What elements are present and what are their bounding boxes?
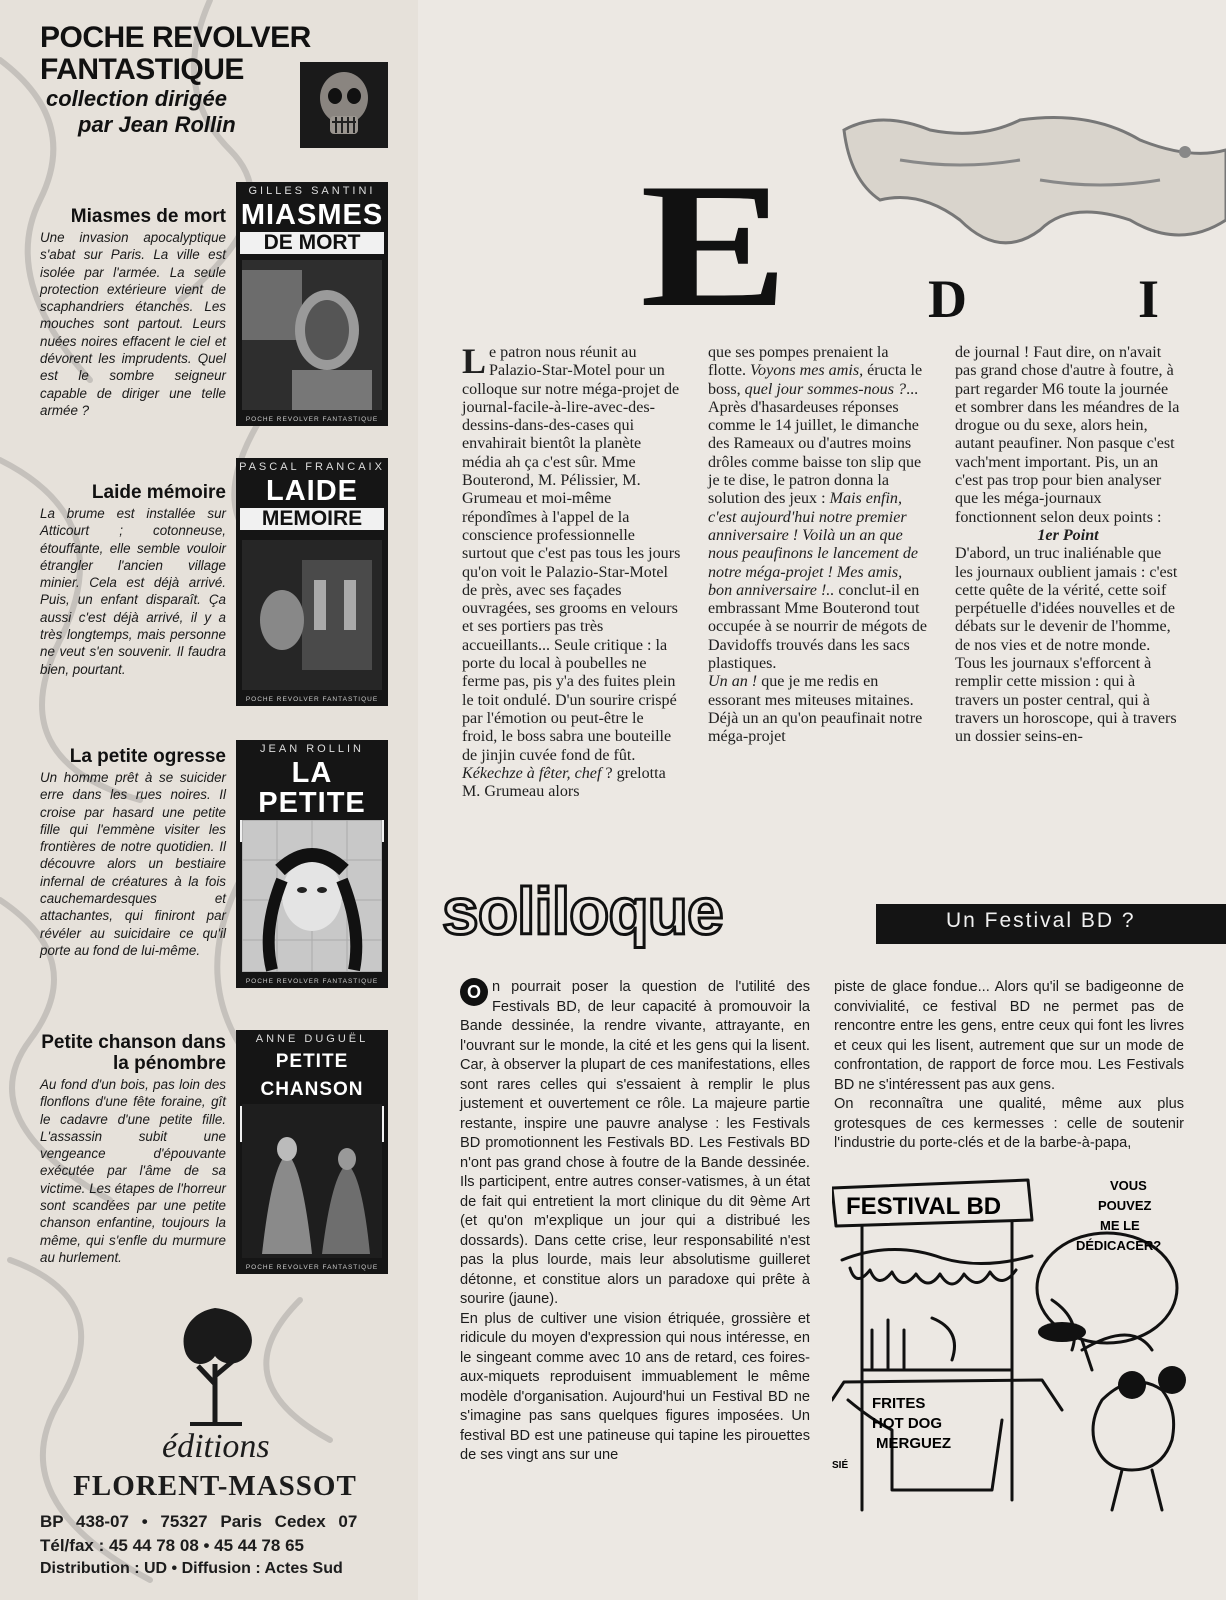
edito-col2-i1: Voyons mes amis, bbox=[750, 362, 864, 380]
soliloque-col2-p2: On reconnaîtra une qualité, même aux plus grotesques de ces kermesses : celle de soutenir l'industrie du porte-clés et de la barbe-à-papa, bbox=[834, 1096, 1184, 1151]
edito-col2-b: éructa le boss, bbox=[708, 362, 923, 398]
cartoon-menu-1: FRITES bbox=[872, 1395, 926, 1412]
book-4-cover-art bbox=[242, 1104, 382, 1258]
book-1 bbox=[40, 206, 226, 419]
book-4-title: Petite chanson dans la pénombre bbox=[41, 1032, 226, 1074]
soliloque-col1-p1: n pourrait poser la question de l'utilité des Festivals BD, de leur capacité à promouvoir la Bande dessinée, la rendre vivante, attrayante, en l'ouvrant sur le monde, la cité et les gens qui la lisent. Car, à observer la plupart de ces manifestations, elles sont rares celles qui s'essaient à remplir le plus justement et ouvertement ce rôle. La majeure partie restante, inspire une pauvre analyse : les Festivals BD promotionnent les Festivals BD. Les Festivals BD n'ont pas grand chose à foutre de la Bande dessinée. Ils participent, entre autres conser-vatismes, à un état de fait qui entretient la mort clinique du dit 9ème Art (et qu'on m'explique un jour qui a distribué les dossards). Dans cette crise, leur responsabilité n'est pas la plus lourde, mais leur absolutisme guilleret détonne, et constitue alors un paradoxe qui prête à sourire (jaune). bbox=[460, 979, 810, 1307]
edito-column-2 bbox=[708, 344, 928, 747]
book-3-blurb: Un homme prêt à se suicider erre dans les rues noires. Il croise par hasard une petite fille qui l'emmène visiter les frontières de notre quotidien. Il découvre alors un bestiaire infernal de créatures à la fois cauchemardesques et attachantes, qui finiront par révéler au suicidaire ce qu'il porte au fond de lui-même. bbox=[40, 770, 226, 958]
book-2-cover bbox=[236, 458, 388, 706]
cartoon-menu-3: MERGUEZ bbox=[876, 1435, 951, 1452]
book-2-cover-art bbox=[242, 540, 382, 690]
edito-logo-d: D bbox=[928, 269, 967, 329]
book-1-cover-title-2: DE MORT bbox=[240, 232, 384, 254]
edito-logo-i: I bbox=[1138, 269, 1160, 329]
cartoon-menu-2: HOT DOG bbox=[872, 1415, 942, 1432]
book-3-cover-title: LA PETITE bbox=[258, 757, 366, 819]
book-1-cover-art bbox=[242, 260, 382, 410]
edito-col2-e: que je me redis en essorant mes miteuses mitaines. Déjà un an qu'on peaufinait notre méga-projet bbox=[708, 673, 923, 746]
book-2-cover-series: POCHE REVOLVER FANTASTIQUE bbox=[245, 696, 379, 703]
edito-col2-a: que ses pompes prenaient la flotte. bbox=[708, 344, 889, 380]
book-2-cover-title: LAIDE bbox=[266, 475, 358, 507]
edito-col2-i2: quel jour sommes-nous ? bbox=[744, 380, 907, 398]
book-2-title: Laide mémoire bbox=[91, 482, 226, 503]
collection-title: POCHE REVOLVER bbox=[40, 21, 311, 54]
publisher-phone: Tél/fax : 45 44 78 08 • 45 44 78 65 bbox=[40, 1536, 304, 1555]
soliloque-subtitle: Un Festival BD ? bbox=[946, 909, 1136, 932]
book-4-cover bbox=[236, 1030, 388, 1274]
publisher-address: BP 438-07 • 75327 Paris Cedex 07 bbox=[40, 1512, 358, 1531]
edito-col2-i4: Un an ! bbox=[708, 673, 758, 691]
book-3-cover bbox=[236, 740, 388, 988]
soliloque-col2-p1: piste de glace fondue... Alors qu'il se badigeonne de convivialité, ce festival BD ne permet pas de rencontre entre les gens, entre ceux qui font les livres et ceux qui les lisent, autrement que sur un mode de confrontation, de rapport de force mou. Les Festivals BD ne s'intéressent pas aux gens. bbox=[834, 979, 1184, 1093]
collection-title-2: FANTASTIQUE bbox=[40, 53, 244, 86]
publisher-distribution: Distribution : UD • Diffusion : Actes Sud bbox=[40, 1560, 343, 1577]
book-4-cover-author: ANNE DUGUËL bbox=[255, 1033, 369, 1045]
publisher-prefix: éditions bbox=[162, 1428, 270, 1465]
soliloque-column-1 bbox=[460, 978, 810, 1466]
edito-drop-cap: L bbox=[462, 341, 487, 381]
edito-col3-heading: 1er Point bbox=[1037, 526, 1099, 544]
book-2-blurb: La brume est installée sur Atticourt ; cotonneuse, étouffante, elle semble vouloir étrangler l'ancien village minier. Cela est déjà arrivé. Puis, un enfant disparaît. Ça aussi c'est déjà arrivé, il y a très longtemps, mais personne ne veut s'en souvenir. Il faudra bien, pourtant. bbox=[40, 506, 226, 677]
soliloque-drop-cap: O bbox=[460, 978, 488, 1006]
crocodile-drawing bbox=[840, 100, 1226, 270]
book-2-cover-title-2: MEMOIRE bbox=[240, 508, 384, 530]
edito-col1-italic: Kékechze à fêter, chef bbox=[462, 764, 602, 782]
cartoon-bubble-3: ME LE bbox=[1100, 1218, 1140, 1233]
book-1-cover-series: POCHE REVOLVER FANTASTIQUE bbox=[245, 416, 379, 423]
edito-logo-e: E bbox=[640, 146, 789, 344]
publisher-name: FLORENT-MASSOT bbox=[73, 1470, 357, 1502]
book-1-blurb: Une invasion apocalyptique s'abat sur Paris. La ville est isolée par l'armée. La seule protection extérieure vient de scaphandriers étanches. Les mouches sont partout. Leurs nuées noires effacent le ciel et dévorent les imprudents. Quel est le sombre seigneur capable de diriger une telle armée ? bbox=[40, 230, 226, 418]
edito-col2-i3: Mais enfin, c'est aujourd'hui notre premier anniversaire ! Voilà un an que nous peaufinons le lancement de notre méga-projet ! Mes amis, bon anniversaire !.. bbox=[708, 490, 919, 599]
collection-director: par Jean Rollin bbox=[78, 112, 236, 137]
soliloque-column-2 bbox=[834, 978, 1184, 1154]
book-4-blurb: Au fond d'un bois, pas loin des flonflons d'une fête foraine, gît le cadavre d'une petite fille. L'assassin subit une vengeance d'épouvante exécutée par l'âme de sa victime. Les étapes de l'horreur sont scandées par une petite chanson enfantine, toujours la même, qui s'enfle du murmure au hurlement. bbox=[40, 1077, 226, 1265]
book-3-title: La petite ogresse bbox=[69, 746, 226, 767]
soliloque-col1-p2: En plus de cultiver une vision étriquée, grossière et ridicule du moyen d'expression qui nous intéresse, en le singeant comme avec 10 ans de retard, ces foires-aux-miquets reproduisent immuablement le même modèle d'organisation. Aujourd'hui un Festival BD ne s'imagine pas sans quelques figures imposées. Un festival BD est une patineuse qui tapine les pirouettes de ses vingt ans sur une bbox=[460, 1310, 810, 1463]
skull-image bbox=[300, 62, 388, 148]
book-1-cover-title: MIASMES bbox=[240, 199, 384, 231]
collection-subtitle: collection dirigée bbox=[46, 86, 227, 111]
edito-col3-b: D'abord, un truc inaliénable que les journaux oublient jamais : c'est cette quête de la vérité, cette soif perpétuelle d'idées nouvelles et de débats sur le devenir de l'homme, de nos vies et de notre monde. Tous les journaux s'efforcent à remplir cette mission : qui à travers un poster central, qui à travers un horoscope, qui à travers un dossier seins-en- bbox=[955, 545, 1178, 746]
cartoon-bubble-4: DÉDICACER? bbox=[1076, 1238, 1162, 1253]
book-advert bbox=[0, 0, 418, 1600]
book-3-cover-art bbox=[242, 820, 382, 972]
edito-col3-a: de journal ! Faut dire, on n'avait pas grand chose d'autre à foutre, à part regarder M6 toute la journée et sombrer dans les méandres de la drogue ou du sexe, alors hein, autant peaufiner. Non pasque c'est vach'ment important. Pis, un an c'est pas trop pour bien analyser que les méga-journaux fonctionnent selon deux points : bbox=[955, 344, 1180, 526]
book-3-cover-author: JEAN ROLLIN bbox=[260, 743, 364, 755]
book-4-cover-series: POCHE REVOLVER FANTASTIQUE bbox=[245, 1264, 379, 1271]
edito-col2-c: ... Après d'hasardeuses réponses comme le 14 juillet, le dimanche des Rameaux ou d'autres moins drôles comme baisse ton slip que je te dise, le patron donna la solution des jeux : bbox=[708, 380, 922, 508]
book-1-cover bbox=[236, 182, 388, 426]
book-4 bbox=[40, 1032, 226, 1266]
book-4-cover-title: PETITE CHANSON bbox=[260, 1051, 364, 1100]
book-1-cover-author: GILLES SANTINI bbox=[248, 185, 376, 197]
cartoon-sign: FESTIVAL BD bbox=[846, 1193, 1002, 1220]
edito-column-1 bbox=[462, 341, 682, 801]
edito-col2-d: conclut-il en embrassant Mme Bouterond tout occupée à se nourrir de mégots de Davidoffs trouvés dans les sacs plastiques. bbox=[708, 581, 927, 673]
soliloque-title: soliloque bbox=[442, 874, 723, 948]
festival-cartoon bbox=[832, 1170, 1212, 1515]
book-3-cover-series: POCHE REVOLVER FANTASTIQUE bbox=[245, 978, 379, 985]
cartoon-bubble-2: POUVEZ bbox=[1098, 1198, 1152, 1213]
edito-col1-end: ? grelotta M. Grumeau alors bbox=[462, 764, 666, 801]
book-1-title: Miasmes de mort bbox=[70, 206, 226, 227]
tree-logo bbox=[170, 1304, 260, 1428]
cartoon-bubble-1: VOUS bbox=[1110, 1178, 1147, 1193]
book-2 bbox=[40, 482, 226, 678]
cartoon-signature: SIÉ bbox=[832, 1460, 849, 1471]
book-2-cover-author: PASCAL FRANCAIX bbox=[239, 461, 385, 473]
edito-column-3 bbox=[955, 344, 1181, 747]
edito-col1-text: e patron nous réunit au Palazio-Star-Motel pour un colloque sur notre méga-projet de journal-facile-à-lire-avec-des-dessins-dans-des-cases qui envahirait bientôt la planète média ah ça c'est sûr. Mme Bouterond, M. Pélissier, M. Grumeau et moi-même répondîmes à l'appel de la conscience professionnelle surtout que c'est pas tous les jours qu'on voit le Palazio-Star-Motel de près, avec ses façades ouvragées, ses grooms en velours et ses portiers pas très accueillants... Seule critique : la porte du local à poubelles ne ferme pas, pis y'a des fuites plein le toit ondulé. D'un sourire crispé par l'émotion ou peut-être le froid, le boss sabra une bouteille de jinjin cuvée fond de fût. bbox=[462, 344, 681, 764]
book-3 bbox=[40, 746, 226, 959]
